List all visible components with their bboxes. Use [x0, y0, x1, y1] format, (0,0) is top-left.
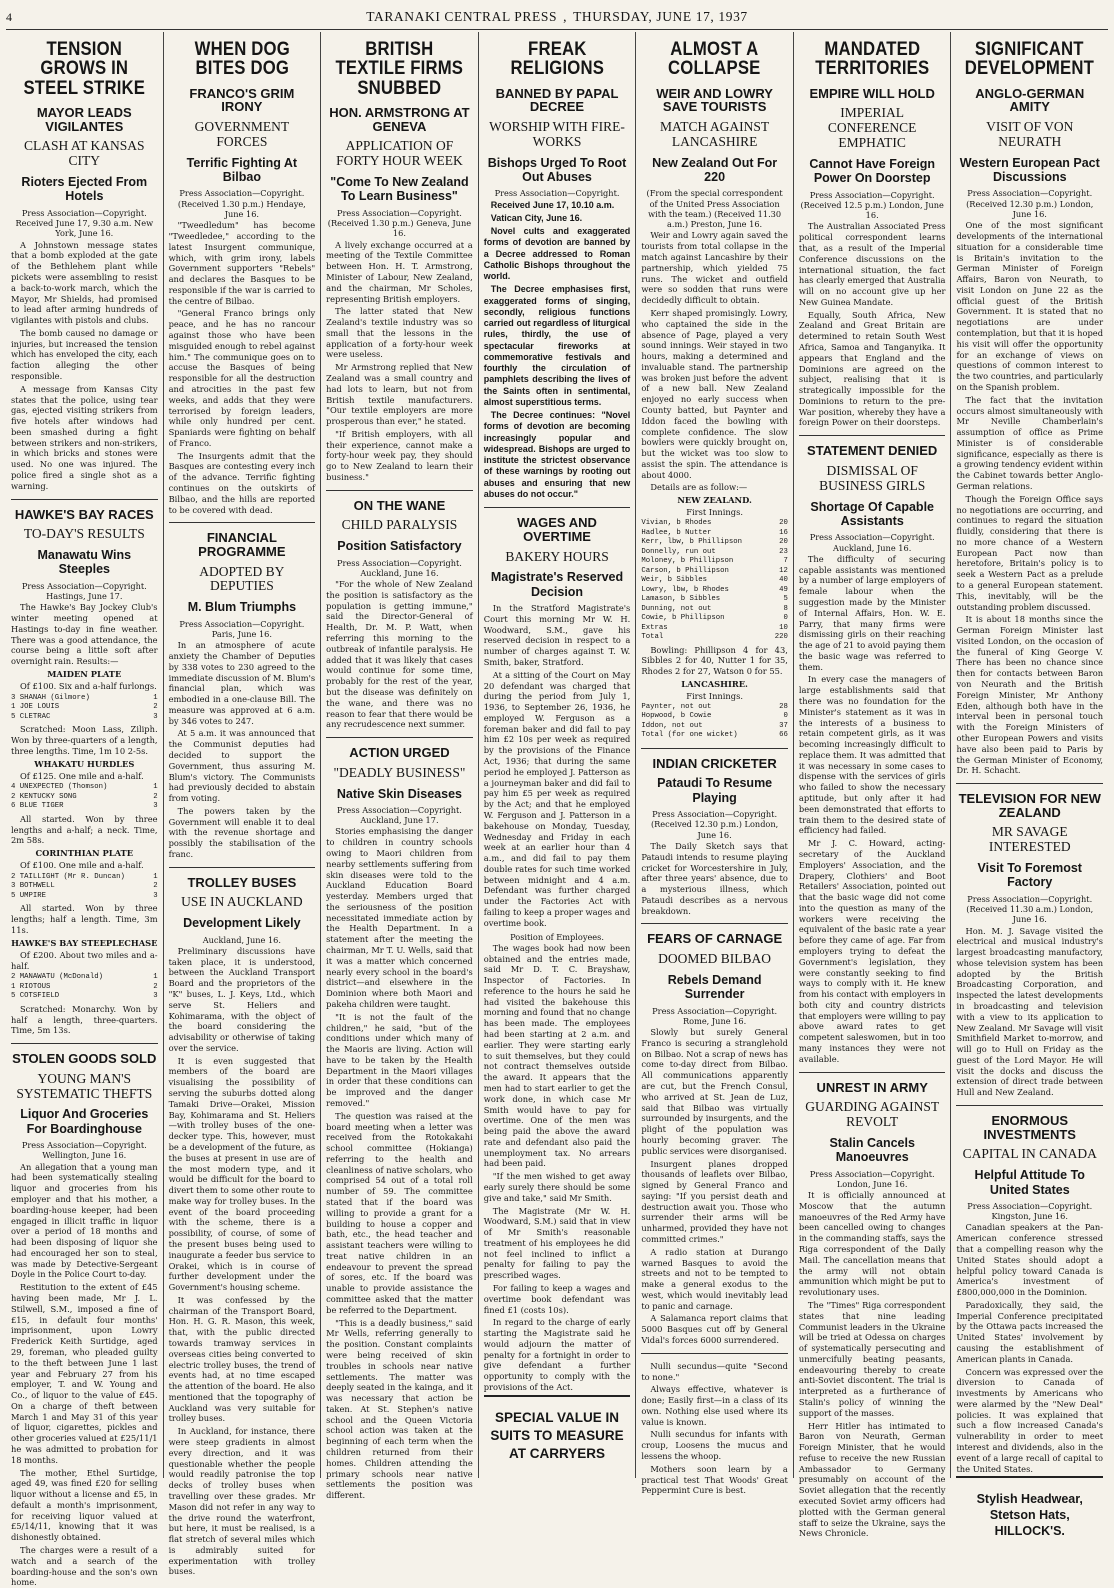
paragraph: Kerr shaped promisingly. Lowry, who captained the side in the absence of Page, played a very sound innings. Weir stayed in two hours, making a determined and invaluable stand. The partnership was broken just before the advent of a new ball. New Zealand enjoyed no early success when County batted, but Paynter and Iddon faced the bowling with complete confidence. The slow bowlers were quickly brought on, but the wicket was too slow to assist the spin. The attendance is about 4000.: [641, 307, 788, 480]
placing-row: [11, 873, 158, 882]
column-6: [793, 32, 951, 1539]
scorecard-title: NEW ZEALAND.: [677, 495, 752, 506]
subhead: VISIT OF VON NEURATH: [986, 119, 1074, 149]
subhead: New Zealand Out For 220: [652, 155, 778, 185]
horse: 5 CLETRAC: [11, 712, 51, 721]
batsman: Cowie, b Phillipson: [641, 614, 725, 623]
subhead: Bishops Urged To Root Out Abuses: [487, 155, 627, 185]
page-number: 4: [6, 10, 13, 24]
score-row: [641, 703, 788, 712]
batsman: Weir, b Sibbles: [641, 576, 707, 585]
filler-verse: Nulli secundus for infants with croup, Loosens the mucus and lessens the whoop.: [641, 1429, 788, 1462]
paragraph: Mr Armstrong replied that New Zealand was a small country and had lots to learn, but not from British textile manufacturers. "Our textile employers are more prosperous than ever," he stated.: [326, 362, 473, 427]
horse: 4 UNEXPECTED (Thomson): [11, 783, 108, 792]
paragraph: The Australian Associated Press political correspondent learns that, as a result of the Imperial Conference discussions on the international situation, the fact has clearly emerged that Australia will on no account give up her New Guinea Mandate.: [798, 221, 946, 307]
subhead: BAKERY HOURS: [505, 548, 609, 564]
horse: 2 TAILLIGHT (Mr R. Duncan): [11, 872, 125, 881]
byline: Press Association—Copyright.: [494, 188, 620, 199]
subhead: MAYOR LEADS VIGILANTES: [36, 105, 132, 134]
article-headline: INDIAN CRICKETER: [652, 755, 777, 771]
subhead: CLASH AT KANSAS CITY: [24, 138, 145, 169]
horse: 1 JOE LOUIS: [11, 703, 60, 712]
batsman: Hopwood, b Cowie: [641, 712, 712, 721]
place: 2: [153, 703, 158, 712]
runs: 12: [779, 566, 788, 575]
placing-row: [11, 983, 158, 992]
race-name: HAWKE'S BAY STEEPLECHASE: [11, 937, 158, 948]
subhead: Western European Pact Discussions: [959, 155, 1100, 185]
subhead: Visit To Foremost Factory: [977, 861, 1082, 890]
race-note: Scratched: Monarchy. Won by half a length, three-quarters. Time, 5m 13s.: [11, 1003, 158, 1036]
batsman: Vivian, b Rhodes: [641, 519, 712, 528]
subhead: Magistrate's Reserved Decision: [490, 570, 624, 599]
byline: Press Association—Copyright. (Received 1.30 p.m.) Hendaye, June 16.: [177, 188, 306, 219]
score-row: [641, 731, 788, 740]
place: 1: [153, 693, 158, 702]
race-placings: [11, 783, 158, 811]
runs: 5: [783, 595, 788, 604]
runs: 37: [779, 721, 788, 730]
byline: Press Association—Copyright. Auckland, June 16.: [809, 532, 935, 553]
scorecard-lancashire: [641, 703, 788, 741]
paragraph: Novel cults and exaggerated forms of devotion are banned by a Decree addressed to Roman Catholic Bishops throughout the world.: [483, 226, 631, 282]
paragraph: Weir and Lowry again saved the tourists from total collapse in the match against Lancashire by their partnership, which yielded 75 runs. The wicket and outfield were so sodden that runs were decidedly difficult to obtain.: [641, 230, 788, 306]
paragraph: It is officially announced at Moscow that the autumn manoeuvres of the Red Army have been cancelled owing to changes in the commanding staffs, says the Riga correspondent of the Daily Mail. The cancellation means that the army will not obtain ammunition which might be put to revolutionary uses.: [798, 1190, 946, 1298]
paragraph: Preliminary discussions have taken place, it is understood, between the Auckland Transport Board and the proprietors of the "K" buses, L. J. Keys, Ltd., which serve St. Heliers and Kohimarama, with the object of the board considering the advisability or otherwise of taking over the service.: [168, 945, 316, 1053]
scorecard-subtitle: First Innings.: [686, 690, 743, 701]
article-headline: HAWKE'S BAY RACES: [14, 506, 154, 522]
subhead: FRANCO'S GRIM IRONY: [189, 85, 295, 115]
score-row: [641, 624, 788, 633]
placing-row: [11, 802, 158, 811]
subhead: WORSHIP WITH FIRE-WORKS: [489, 119, 625, 149]
race-distance: Of £200. About two miles and a-half.: [11, 949, 158, 971]
race-name: CORINTHIAN PLATE: [35, 848, 134, 859]
placing-row: [11, 694, 158, 703]
byline: Press Association—Copyright. Paris, June 16.: [179, 618, 305, 639]
paragraph: It was confessed by the chairman of the Transport Board, Hon. H. G. R. Mason, this week, that, with the public directed towards tramway services in overseas cities being converted to electric trolley buses, the trend of events had, at no time escaped the attention of the board. He also mentioned that the topography of Auckland was very suitable for trolley buses.: [168, 1294, 316, 1424]
score-row: [641, 614, 788, 623]
placing-row: [11, 713, 158, 722]
article-headline: WAGES AND OVERTIME: [517, 515, 597, 544]
paper-name: TARANAKI CENTRAL PRESS: [366, 8, 558, 24]
score-row: [641, 633, 788, 642]
subhead: M. Blum Triumphs: [187, 600, 297, 615]
paragraph: Paradoxically, they said, the Imperial Conference precipitated by the Ottawa pacts increased the United States' involvement by causing the establishment of American plants in Canada.: [956, 1299, 1104, 1364]
byline: Press Association—Copyright. Kingston, June 16.: [967, 1200, 1093, 1222]
subhead: Development Likely: [183, 916, 301, 931]
batsman: Moloney, b Phillipson: [641, 557, 734, 566]
paragraph: The Hawke's Bay Jockey Club's winter meeting opened at Hastings to-day in fine weather. There was a good attendance, the course being a little soft after overnight rain. Results:—: [11, 602, 158, 667]
paragraph: The powers taken by the Government will enable it to deal with the revenue shortage and possibly the stabilisation of the franc.: [168, 805, 316, 859]
race-name: WHAKATU HURDLES: [34, 758, 135, 769]
paragraph: Mr J. C. Howard, acting-secretary of the Auckland Employers' Association, and the Drapery, Clothiers' and Boot Retailers' Association, pointed out that the basic wage did not come into the question as many of the workers were receiving the equivalent of the basic rate a year before they came of age. Far from employers trying to defeat the Government's legislation, they were constantly seeking to find ways to comply with it. He knew from his contact with employers in both city and country districts that employers were willing to pay above award rates to get competent saleswomen, but in too many instances they were not available.: [798, 838, 946, 1064]
subhead: DISMISSAL OF BUSINESS GIRLS: [819, 462, 926, 493]
place: 1: [153, 872, 158, 881]
race-results: [11, 669, 158, 1036]
batsman: Donnelly, run out: [641, 547, 716, 556]
paragraph: The wages book had now been obtained and the entries made, said Mr D. T. C. Brayshaw, Inspector of Factories. In reference to the hours he said he had visited the bakehouse this morning and found that no change has been made. The employees had been starting at 2 a.m. and earlier. They were starting early to suit themselves, but they could not contract themselves outside the award. It appears that the men had to start earlier to get the work done, in which case Mr Smith would have to pay for overtime. One of the men was being paid the above the award rate and defendant also paid the unemployment tax. No arrears had been paid.: [483, 942, 631, 1169]
race-distance: Of £125. One mile and a-half.: [20, 770, 144, 781]
paragraph: The question was raised at the board meeting when a letter was received from the Rotokakahi school committee (Hokianga) referring to the health and cleanliness of native scholars, who comprised 54 out of a total roll number of 59. The committee stated that if the board was willing to provide a grant for a building to house a copper and bath, etc., the head teacher and assistant teachers were willing to treat native children in an endeavour to prevent the spread of sores, etc. If the board was unable to provide assistance the committee asked that the matter be referred to the Department.: [326, 1110, 473, 1315]
horse: 5 UMPIRE: [11, 891, 47, 900]
batsman: Paynter, not out: [641, 702, 712, 711]
scorecard-subtitle: First Innings.: [686, 507, 743, 518]
place: 2: [153, 982, 158, 991]
runs: 28: [779, 702, 788, 711]
subhead: Liquor And Groceries For Boardinghouse: [20, 1107, 149, 1136]
race-name: MAIDEN PLATE: [47, 668, 122, 679]
paragraph: Hon. M. J. Savage visited the electrical and musical industry's largest broadcasting manufactory, whose television system has been adopted by the British Broadcasting Corporation, and inspected the latest developments in broadcasting and television with a view to its application to New Zealand. Mr Savage will visit Smithfield Market to-morrow, and will go to Hull on Friday as the guest of the Lord Mayor. He will visit the docks and discuss the extension of direct trade between Hull and New Zealand.: [956, 925, 1104, 1098]
column-3: [320, 32, 478, 1501]
byline: Press Association—Copyright. (Received 1.30 p.m.) Geneva, June 16.: [327, 207, 472, 239]
masthead: 4 TARANAKI CENTRAL PRESS , THURSDAY, JUNE 17, 1937: [6, 4, 1108, 30]
subhead: Shortage Of Capable Assistants: [810, 499, 934, 528]
paragraph: In every case the managers of large establishments said that there was no foundation for the Minister's statement as it was in the interests of a business to retain competent girls, as it was becoming increasingly difficult to replace them. It was admitted that it was necessary in some cases to dispense with the services of girls who failed to show the necessary aptitude, but only after it had been demonstrated that efforts to train them to the desired state of efficiency had failed.: [798, 674, 946, 836]
subhead: Native Skin Diseases: [336, 786, 462, 801]
byline: Press Association—Copyright. Received June 17, 9.30 a.m. New York, June 16.: [15, 207, 154, 239]
runs: 23: [779, 547, 788, 556]
article-headline: TENSION GROWS IN STEEL STRIKE: [23, 39, 146, 99]
place: 2: [153, 882, 158, 891]
subhead: MR SAVAGE INTERESTED: [988, 824, 1071, 855]
paragraph: At 5 a.m. it was announced that the Communist deputies had decided to support the Government, thus assuring M. Blum's victory. The Communists had previously decided to abstain from voting.: [168, 728, 316, 804]
bowling-figures: Bowling: Phillipson 4 for 43, Sibbles 2 for 40, Nutter 1 for 35, Rhodes 2 for 27, Watson 0 for 55.: [641, 644, 788, 677]
paragraph: One of the most significant developments of the international situation for a considerable time is Britain's invitation to the German Minister of Foreign Affairs, Baron von Neurath, to visit London on June 22 as the official guest of the British Government. It is stated that no negotiations are under contemplation, but that it is hoped his visit will offer the opportunity for an exchange of views on questions of common interest to the two countries, and particularly on the Spanish problem.: [956, 220, 1104, 392]
article-headline: FEARS OF CARNAGE: [647, 931, 783, 947]
paragraph: "If British employers, with all their experience, cannot make a forty-hour week pay, they should go to New Zealand to learn their business.": [326, 428, 473, 482]
batsman: Dunning, not out: [641, 604, 712, 613]
column-2: [163, 32, 321, 1577]
paragraph: The Magistrate (Mr W. H. Woodward, S.M.) said that in view of Mr Smith's reasonable treatment of his employees he did not feel inclined to inflict a penalty for failing to pay the prescribed wages.: [483, 1205, 631, 1281]
paragraph: Herr Hitler has intimated to Baron von Neurath, German Foreign Minister, that he would refuse to receive the new Russian Ambassador to Germany presumably on account of the Soviet allegation that the recently executed Soviet army officers had plotted with the German general staff to seize the Ukraine, says the News Chronicle.: [798, 1420, 946, 1539]
horse: 3 SHANAH (Gilmore): [11, 693, 90, 702]
paragraph: "Tweedledum" has become "Tweedledee," according to the latest Insurgent communique, which, with grim irony, labels Government supporters "Rebels" and declares the Basques to be responsible if the war is carried to the centre of Bilbao.: [168, 220, 316, 306]
score-row: [641, 529, 788, 538]
subhead: DOOMED BILBAO: [658, 951, 772, 967]
subhead: TO-DAY'S RESULTS: [23, 526, 145, 542]
batsman: Extras: [641, 623, 668, 632]
placing-row: [11, 992, 158, 1001]
race-placings: [11, 973, 158, 1001]
runs: 0: [783, 712, 788, 721]
runs: 16: [779, 528, 788, 537]
filler-verse: Always effective, whatever is done; Easily first—in a class of its own. Nothing else used where its value is known.: [641, 1384, 788, 1427]
article-headline: MANDATED TERRITORIES: [815, 39, 930, 80]
byline: Auckland, June 16.: [202, 934, 281, 945]
score-row: [641, 722, 788, 731]
subhead: ADOPTED BY DEPUTIES: [199, 563, 285, 594]
paragraph: The charges were a result of a watch and a search of the boarding-house and the son's own home.: [11, 1545, 158, 1588]
column-5: [635, 32, 793, 1496]
subhead: EMPIRE WILL HOLD: [809, 85, 935, 101]
race-distance: Of £100. One mile and a-half.: [20, 860, 144, 871]
issue-date: THURSDAY, JUNE 17, 1937: [573, 8, 748, 24]
subhead: Position Satisfactory: [337, 539, 462, 554]
horse: 2 KENTUCKY SONG: [11, 792, 77, 801]
runs: 20: [779, 538, 788, 547]
score-row: [641, 586, 788, 595]
runs: 220: [774, 633, 788, 642]
subhead: YOUNG MAN'S SYSTEMATIC THEFTS: [16, 1070, 153, 1101]
subhead: Manawatu Wins Steeples: [37, 548, 132, 577]
paragraph: In the Stratford Magistrate's Court this morning Mr W. H. Woodward, S.M., gave his reserved decision in respect to a number of charges against T. W. Smith, baker, Stratford.: [483, 603, 631, 667]
score-row: [641, 519, 788, 528]
subhead: WEIR AND LOWRY SAVE TOURISTS: [656, 85, 773, 115]
paragraph: Insurgent planes dropped thousands of leaflets over Bilbao, signed by General Franco and saying: "If you persist death and destruction await you. Those who surrender their arms will be unharmed, provided they have not committed crimes.": [641, 1158, 788, 1244]
place: 3: [153, 891, 158, 900]
runs: 40: [779, 576, 788, 585]
runs: 49: [779, 585, 788, 594]
paragraph: For failing to keep a wages and overtime book defendant was fined £1 (costs 10s).: [483, 1283, 631, 1315]
place: 3: [153, 712, 158, 721]
race-note: All started. Won by three lengths and a-half; a neck. Time, 2m 58s.: [11, 813, 158, 846]
score-row: [641, 712, 788, 721]
batsman: Kerr, lbw, b Phillipson: [641, 538, 743, 547]
placing-row: [11, 783, 158, 792]
paragraph: The bomb caused no damage or injuries, but increased the tension which has enveloped the city, each faction alleging the other responsible.: [11, 327, 158, 381]
subhead: Rioters Ejected From Hotels: [21, 175, 148, 204]
place: 1: [153, 783, 158, 792]
article-headline: FINANCIAL PROGRAMME: [198, 530, 286, 559]
filler-verse: Nulli secundus—quite "Second to none.": [641, 1360, 788, 1382]
byline: Press Association—Copyright. (Received 12.5 p.m.) London, June 16.: [800, 189, 944, 221]
paragraph: Equally, South Africa, New Zealand and Great Britain are determined to retain South West Africa, Samoa and Tanganyika. It appears that England and the Dominions are agreed on the subject, realising that it is strategically impossible for the Dominions to return to the pre-War position, whereby they have a foreign Power on their doorsteps.: [798, 309, 946, 428]
runs: 8: [783, 604, 788, 613]
paragraph: "For the whole of New Zealand the position is satisfactory as the population is getting immune," said the Director-General of Health, Dr. M. P. Watt, when referring this morning to the outbreak of infantile paralysis. He added that it was likely that cases would continue for some time, probably for the rest of the year, but the disease was definitely on the wane, and there was no reason to fear that there would be any recrudescence next summer.: [326, 579, 473, 730]
paragraph: The fact that the invitation occurs almost simultaneously with Mr Neville Chamberlain's assumption of office as Prime Minister is of considerable significance, especially as there is a growing tendency evident within the Cabinet towards better Anglo-German relations.: [956, 394, 1104, 491]
article-headline: ACTION URGED: [349, 745, 450, 761]
paragraph: Canadian speakers at the Pan-American conference stressed that a compelling reason why the United States should adopt a helpful policy toward Canada is America's investment of £800,000,000 in the Dominion.: [956, 1222, 1104, 1298]
score-row: [641, 538, 788, 547]
paragraph: In an atmosphere of acute anxiety the Chamber of Deputies by 338 votes to 230 agreed to the immediate discussion of M. Blum's financial plan, which was embodied in a one-clause Bill. The measure was approved at 6 a.m. by 346 votes to 247.: [168, 640, 316, 726]
paragraph: A message from Kansas City states that the police, using tear gas, ejected visiting strikers from five hotels after windows had been smashed during a fight between strikers and non-strikers, in which bricks and stones were used. No one was injured. The police fired a single shot as a warning.: [11, 383, 158, 491]
filler-verse: Mothers soon learn by a practical test That Woods' Great Peppermint Cure is best.: [641, 1463, 788, 1496]
paragraph: An allegation that a young man had been systematically stealing liquor and groceries from his employer and that his mother, a boarding-house keeper, had been engaged in illicit traffic in liquor over a period of 18 months and had been disposing of liquor she had encouraged her son to steal, was made by Detective-Sergeant Doyle in the Police Court to-day.: [11, 1161, 158, 1280]
advertisement: Stylish Headwear, Stetson Hats, HILLOCK'S.: [976, 1492, 1083, 1538]
place: 3: [153, 992, 158, 1001]
article-headline: STATEMENT DENIED: [807, 443, 938, 459]
paragraph: Stories emphasising the danger to children in country schools owing to Maori children from nearby settlements suffering from skin diseases were told to the Auckland Education Board yesterday. Members urged that the seriousness of the position necessitated immediate action by the Health Department. In a statement after the meeting the chairman, Mr T. U. Wells, said that it was a matter which concerned nearly every school in the board's district—and elsewhere in the Dominion where both Maori and pakeha children were taught.: [326, 826, 473, 1009]
article-headline: STOLEN GOODS SOLD: [12, 1051, 157, 1067]
article-headline: UNREST IN ARMY: [816, 1079, 928, 1095]
race-distance: Of £100. Six and a-half furlongs.: [20, 680, 157, 691]
paragraph: A Johnstown message states that a bomb exploded at the gate of the Bethlehem plant while pickets were assembling to resist a back-to-work march, which the Mayor, Mr Shields, had promised to lead after arming hundreds of vigilantes with pistols and clubs.: [11, 239, 158, 326]
paragraph: Concern was expressed over the diversion to Canada of investments by Americans who were alarmed by the "New Deal" policies. It was explained that such a flow increased Canada's vulnerability in order to meet interest and dividends, also in the event of a large recall of capital to the United States.: [956, 1366, 1104, 1474]
paragraph: Details are as follow:—: [650, 482, 748, 493]
batsman: Lamason, b Sibbles: [641, 595, 721, 604]
batsman: Total (for one wicket): [641, 731, 738, 740]
article-headline: ENORMOUS INVESTMENTS: [983, 1113, 1076, 1142]
byline: Press Association—Copyright. London, June 16.: [809, 1168, 935, 1189]
race-note: Scratched: Moon Lass, Ziliph. Won by three-quarters of a length, three lengths. Time, 1m 10 2-5s.: [11, 724, 158, 756]
batsman: Carson, b Phillipson: [641, 566, 729, 575]
placing-row: [11, 892, 158, 901]
place: 1: [153, 973, 158, 982]
section-subtitle: Position of Employees.: [510, 931, 604, 942]
subhead: MATCH AGAINST LANCASHIRE: [660, 119, 770, 149]
race-placings: [11, 694, 158, 722]
subhead: CAPITAL IN CANADA: [962, 1146, 1097, 1162]
horse: 2 MANAWATU (McDonald): [11, 973, 103, 982]
byline: Press Association—Copyright. Wellington, June 16.: [21, 1140, 147, 1161]
horse: 6 BLUE TIGER: [11, 802, 64, 811]
paragraph: The mother, Ethel Surtidge, aged 49, was fined £20 for selling liquor without a license and £5, in default a month's imprisonment, for receiving liquor valued at £5/14/11, knowing that it was dishonestly obtained.: [11, 1467, 158, 1543]
byline: Press Association—Copyright. (Received 12.30 p.m.) London, June 16.: [650, 809, 779, 840]
runs: 10: [779, 623, 788, 632]
subhead: "Come To New Zealand To Learn Business": [330, 175, 469, 204]
score-row: [641, 548, 788, 557]
subhead: HON. ARMSTRONG AT GENEVA: [329, 105, 470, 134]
subhead: Terrific Fighting At Bilbao: [186, 155, 298, 185]
subhead: Stalin Cancels Manoeuvres: [829, 1135, 915, 1165]
column-4: [478, 32, 636, 1478]
paragraph: The Decree continues: "Novel forms of devotion are becoming increasingly popular and widespread. Bishops are urged to institute the strictest observance of these warnings by rooting out abuses and ensuring that new abuses do not occur.": [483, 410, 631, 499]
paragraph: Slowly but surely General Franco is securing a stranglehold on Bilbao. Not a scrap of news has come to-day direct from Bilbao. All communications apparently are cut, but the French Consul, who arrived at St. Jean de Luz, said that Bilbao was virtually surrounded by insurgents, and the plight of the population was hourly becoming graver. The public services were disorganised.: [641, 1027, 788, 1156]
placing-row: [11, 973, 158, 982]
article-headline: SIGNIFICANT DEVELOPMENT: [965, 39, 1095, 80]
paragraph: "General Franco brings only peace, and he has no rancour against those who have been misguided enough to rebel against him." The communique goes on to accuse the Basques of being responsible for all the destruction and atrocities in the past few weeks, and adds that they were terrorised by foreign leaders, while only hundred per cent. Spaniards were fighting on behalf of Franco.: [168, 308, 316, 448]
paragraph: Restitution to the extent of £45 having been made, Mr J. L. Stilwell, S.M., imposed a fine of £15, in default four months' imprisonment, upon Lowry Frederick Keith Surtidge, aged 29, foreman, who pleaded guilty to the theft between June 1 last year and February 27 from his employer, T. and W. Young and Co., of liquor to the value of £45. On a charge of theft between March 1 and May 31 of this year of liquor, cigarettes, pickles and other groceries valued at £25/11/1 he was admitted to probation for 18 months.: [11, 1282, 158, 1465]
paragraph: "This is a deadly business," said Mr Wells, referring generally to the position. Constant complaints were being received of skin troubles in schools near native settlements. The matter was deeply seated in the kainga, and it was necessary that action be taken. At St. Stephen's native school and the Queen Victoria school action was taken at the beginning of each term when the children returned from their homes. Children attending the primary schools near native settlements the position was different.: [326, 1317, 473, 1501]
paragraph: A radio station at Durango warned Basques to avoid the streets and not to be tempted to make a general exodus to the west, which would inevitably lead to panic and carnage.: [641, 1246, 788, 1311]
subhead: APPLICATION OF FORTY HOUR WEEK: [336, 138, 463, 169]
score-row: [641, 605, 788, 614]
subhead: BANNED BY PAPAL DECREE: [495, 85, 619, 115]
byline: Press Association—Copyright. (Received 11.30 a.m.) London, June 16.: [966, 893, 1094, 925]
placing-row: [11, 882, 158, 891]
batsman: Iddon, not out: [641, 721, 703, 730]
scorecard-title: LANCASHIRE.: [681, 678, 748, 689]
paragraph: The Insurgents admit that the Basques are contesting every inch of the advance. Terrific fighting continues on the outskirts of Bilbao, and the hills are reported to be covered with dead.: [168, 450, 316, 515]
paragraph: The Decree emphasises first, exaggerated forms of singing, secondly, religious functions carried out regardless of liturgical rules, thirdly, the use of spectacular fireworks at commemorative festivals and fourthly the circulation of pamphlets describing the lives of the Saints often in sentimental, almost superstitious terms.: [483, 284, 631, 407]
score-row: [641, 557, 788, 566]
scorecard-nz: [641, 519, 788, 642]
runs: 20: [779, 519, 788, 528]
subhead: ANGLO-GERMAN AMITY: [975, 85, 1085, 115]
paragraph: The Daily Sketch says that Pataudi intends to resume playing cricket for Worcestershire in July, after three years' absence, due to a mysterious illness, which Pataudi describes as a nervous breakdown.: [641, 840, 788, 916]
paragraph: In regard to the charge of early starting the Magistrate said he would adjourn the matter of penalty for a fortnight in order to give defendant a further opportunity to comply with the provisions of the Act.: [483, 1317, 631, 1393]
subhead: GUARDING AGAINST REVOLT: [805, 1099, 940, 1130]
placing-row: [11, 793, 158, 802]
batsman: Lowry, lbw, b Rhodes: [641, 585, 729, 594]
article-headline: ON THE WANE: [353, 497, 446, 513]
batsman: Total: [641, 633, 664, 642]
score-row: [641, 595, 788, 604]
paragraph: A lively exchange occurred at a meeting of the Textile Committee between Hon. H. T. Armstrong, Minister of Labour, New Zealand, and the chairman, Mr Scholes, representing British employers.: [326, 239, 473, 304]
runs: 66: [779, 731, 788, 740]
race-note: All started. Won by three lengths; half a length. Time, 3m 11s.: [11, 903, 158, 935]
subhead: IMPERIAL CONFERENCE EMPHATIC: [827, 105, 917, 151]
placing-row: [11, 703, 158, 712]
column-1: [6, 32, 163, 1588]
subhead: Rebels Demand Surrender: [667, 972, 762, 1002]
batsman: Hadlee, b Nutter: [641, 528, 712, 537]
paragraph: At a sitting of the Court on May 20 defendant was charged that during the period from July 1, 1936, to September 26, 1936, he employed W. Ferguson as a foreman baker and did fail to pay him £2 10s per week as required by the provisions of the Finance Act, 1936; that during the same period he employed J. Patterson as a journeyman baker and did fail to pay him £5 per week as required by the Act; and that he employed W. Ferguson and J. Patterson in a bakehouse on Monday, Tuesday, Wednesday and Friday in each week at an earlier hour than 4 a.m., and did fail to pay them double rates for such time worked between midnight and 4 a.m. Defendant was further charged under the Factories Act with failing to keep a proper wages and overtime book.: [483, 669, 631, 928]
paragraph: Received June 17, 10.10 a.m.: [490, 199, 615, 210]
newspaper-page: [6, 4, 1108, 1588]
article-headline: FREAK RELIGIONS: [510, 39, 604, 80]
place: 3: [153, 802, 158, 811]
runs: 0: [783, 614, 788, 623]
paragraph: It is even suggested that members of the board are visualising the possibility of serving the suburbs dotted along Tamaki Drive—Orakei, Mission Bay, Kohimarama and St. Heliers—with trolley buses of the one-decker type. This, however, must be a development of the future, as the buses at present in use are of the most modern type, and it would be difficult for the board to divert them to some other route to make way for trolley buses. In the event of the board proceeding with the scheme, there is a possibility, of course, of some of the present buses being used to inaugurate a feeder bus service to Orakei, which is in course of further development under the Government's housing scheme.: [168, 1055, 316, 1293]
race-placings: [11, 873, 158, 901]
paragraph: The "Times" Riga correspondent states that nine leading Communist leaders in the Ukraine will be tried at Odessa on charges of systematically persecuting and unmercifully beating peasants, endeavouring thereby to create anti-Soviet discontent. The trial is interpreted as a furtherance of Stalin's policy of winning the support of the masses.: [798, 1299, 946, 1418]
horse: 1 RIOTOUS: [11, 982, 51, 991]
subhead: Cannot Have Foreign Power On Doorstep: [809, 156, 936, 186]
byline: Press Association—Copyright. (Received 12.30 p.m.) London, June 16.: [966, 188, 1094, 219]
paragraph: In Auckland, for instance, there were steep gradients in almost every direction, and it was questionable whether the people would readily patronise the top decks of trolley buses when travelling over these grades. Mr Mason did not refer in any way to the drive round the waterfront, but here, it must be realised, is a flat stretch of several miles which is admirably suited for experimentation with trolley buses.: [168, 1426, 316, 1577]
subhead: CHILD PARALYSIS: [341, 517, 458, 533]
byline: (From the special correspondent of the United Press Association with the team.) (Received 11.30 a.m.) Preston, June 16.: [646, 188, 783, 230]
paragraph: Though the Foreign Office says no negotiations are occurring, and continues to regard the situation fluidly, considering that there is no more chance of a Western European Pact now than heretofore, Britain's policy is to seek a Western Pact as a prelude to a general European statement. This, inevitably, will be the outstanding problem discussed.: [956, 493, 1104, 612]
paragraph: A Salamanca report claims that 5000 Basques cut off by General Vidal's forces 6000 surrendered.: [641, 1313, 788, 1346]
article-headline: BRITISH TEXTILE FIRMS SNUBBED: [335, 39, 464, 99]
byline: Press Association—Copyright. Rome, June 16.: [652, 1005, 778, 1026]
article-headline: TROLLEY BUSES: [187, 874, 297, 890]
paragraph: "It is not the fault of the children," he said, "but of the conditions under which many of the Maoris are living. Action will have to be taken by the Health Department in the Maori villages in order that these conditions can be improved and the danger removed.": [326, 1011, 473, 1108]
runs: 7: [783, 557, 788, 566]
paragraph: The latter stated that New Zealand's textile industry was so small that the lessons in the application of a forty-hour week were useless.: [326, 306, 473, 360]
subhead: GOVERNMENT FORCES: [194, 119, 290, 149]
subhead: Pataudi To Resume Playing: [657, 776, 773, 805]
article-headline: ALMOST A COLLAPSE: [668, 39, 761, 80]
paragraph: "If the men wished to get away early surely there should be some give and take," said Mr Smith.: [483, 1171, 631, 1203]
subhead: USE IN AUCKLAND: [181, 894, 303, 910]
subhead: "DEADLY BUSINESS": [333, 764, 466, 780]
paragraph: The difficulty of securing capable assistants was mentioned by a number of large employers of female labour when the suggestion made by the Minister of Internal Affairs, Hon. W. E. Parry, that many firms were dismissing girls on their reaching the age of 21 to avoid paying them the basic wage was referred to them.: [798, 553, 946, 672]
paragraph: It is about 18 months since the German Foreign Minister last visited London, on the occasion of the funeral of King George V. There has been no chance since then for contacts between Baron von Neurath and the British Foreign Minister, Mr Anthony Eden, although both have in the interval been in personal touch with the Foreign Ministers of other European Powers and visits have also been paid to Paris by the German Minister of Economy, Dr. H. Schacht.: [956, 614, 1104, 776]
score-row: [641, 567, 788, 576]
article-headline: WHEN DOG BITES DOG: [194, 39, 290, 80]
place: 2: [153, 792, 158, 801]
article-headline: TELEVISION FOR NEW ZEALAND: [958, 791, 1101, 820]
byline: Press Association—Copyright. Auckland, June 16.: [336, 557, 462, 578]
score-row: [641, 576, 788, 585]
column-7: [950, 32, 1108, 1538]
byline: Press Association—Copyright. Hastings, June 17.: [21, 580, 147, 602]
paragraph: Vatican City, June 16.: [490, 212, 583, 223]
advertisement: SPECIAL VALUE IN SUITS TO MEASURE AT CARRYERS: [490, 1409, 624, 1462]
byline: Press Association—Copyright. Auckland, June 17.: [336, 804, 462, 826]
horse: 5 COTSFIELD: [11, 992, 60, 1001]
subhead: Helpful Attitude To United States: [974, 1168, 1085, 1197]
horse: 3 BOTHWELL: [11, 882, 55, 891]
